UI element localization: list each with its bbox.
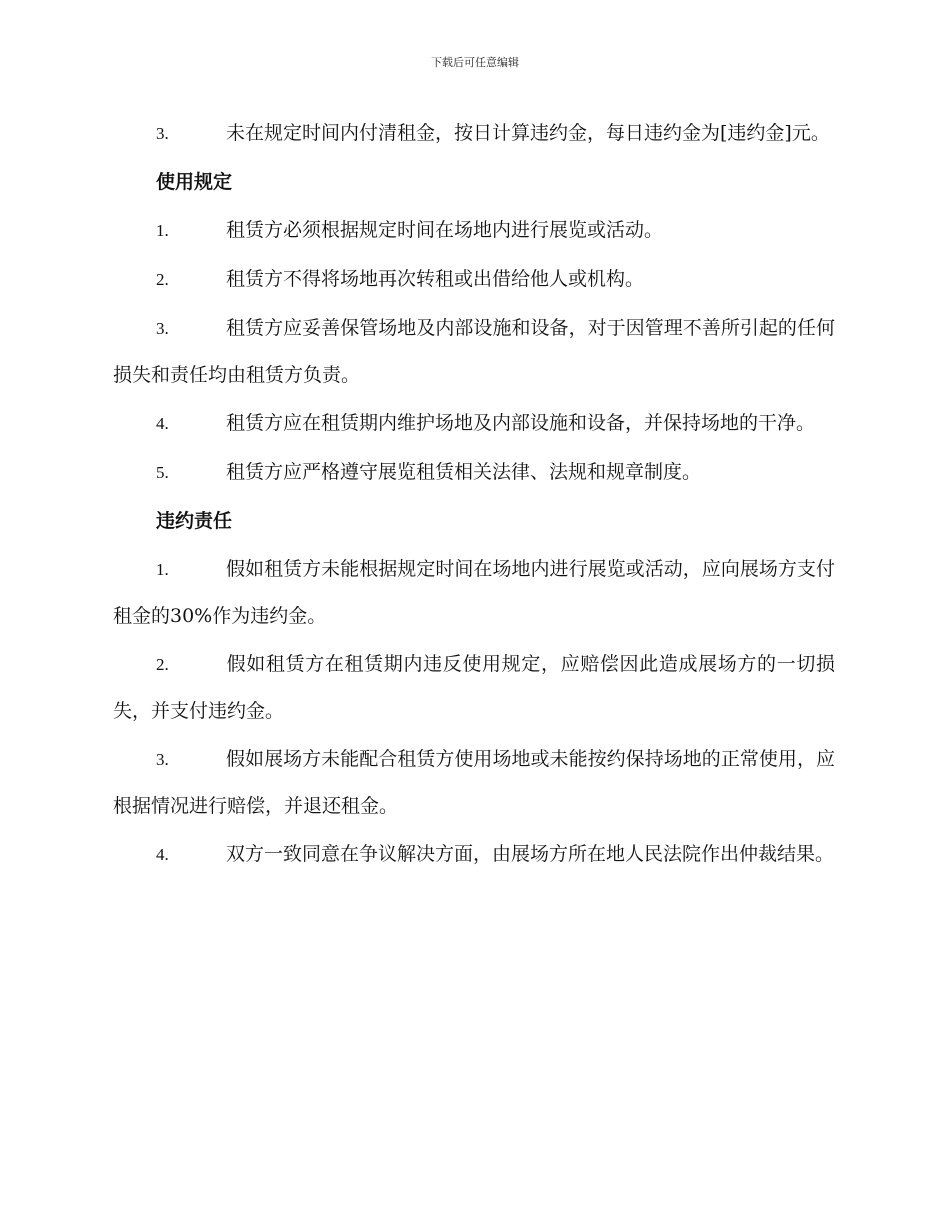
item-text: 租赁方不得将场地再次转租或出借给他人或机构。 — [226, 268, 645, 290]
item-number: 2. — [156, 270, 169, 289]
item-text: 假如租赁方在租赁期内违反使用规定，应赔偿因此造成展场方的一切损失，并支付违约金。 — [113, 653, 835, 722]
item-number: 5. — [156, 463, 169, 482]
list-item — [113, 641, 835, 734]
section-heading-breach: 违约责任 — [156, 510, 233, 532]
item-number: 3. — [156, 319, 169, 338]
document-body — [113, 110, 835, 880]
item-text: 双方一致同意在争议解决方面，由展场方所在地人民法院作出仲裁结果。 — [226, 843, 835, 865]
list-item — [113, 305, 835, 398]
section-heading-usage: 使用规定 — [156, 171, 233, 193]
item-number: 1. — [156, 560, 169, 579]
item-text: 租赁方应严格遵守展览租赁相关法律、法规和规章制度。 — [226, 461, 702, 483]
list-item — [113, 110, 835, 157]
item-text: 租赁方应在租赁期内维护场地及内部设施和设备，并保持场地的干净。 — [226, 412, 816, 434]
list-item — [113, 736, 835, 829]
item-text: 假如展场方未能配合租赁方使用场地或未能按约保持场地的正常使用，应根据情况进行赔偿，并退还租金。 — [113, 748, 835, 817]
item-text: 未在规定时间内付清租金，按日计算违约金，每日违约金为[违约金]元。 — [226, 122, 830, 144]
list-item — [113, 207, 835, 254]
item-text: 假如租赁方未能根据规定时间在场地内进行展览或活动，应向展场方支付租金的30%作为违约金。 — [113, 558, 835, 627]
list-item — [113, 449, 835, 496]
list-item — [113, 546, 835, 639]
item-number: 4. — [156, 414, 169, 433]
list-item — [113, 400, 835, 447]
item-number: 3. — [156, 124, 169, 143]
list-item — [113, 831, 835, 878]
page-header: 下载后可任意编辑 — [431, 56, 519, 69]
item-number: 4. — [156, 845, 169, 864]
item-text: 租赁方必须根据规定时间在场地内进行展览或活动。 — [226, 219, 664, 241]
item-number: 2. — [156, 655, 169, 674]
list-item — [113, 256, 835, 303]
item-number: 1. — [156, 221, 169, 240]
item-text: 租赁方应妥善保管场地及内部设施和设备，对于因管理不善所引起的任何损失和责任均由租赁方负责。 — [113, 317, 835, 386]
item-number: 3. — [156, 750, 169, 769]
